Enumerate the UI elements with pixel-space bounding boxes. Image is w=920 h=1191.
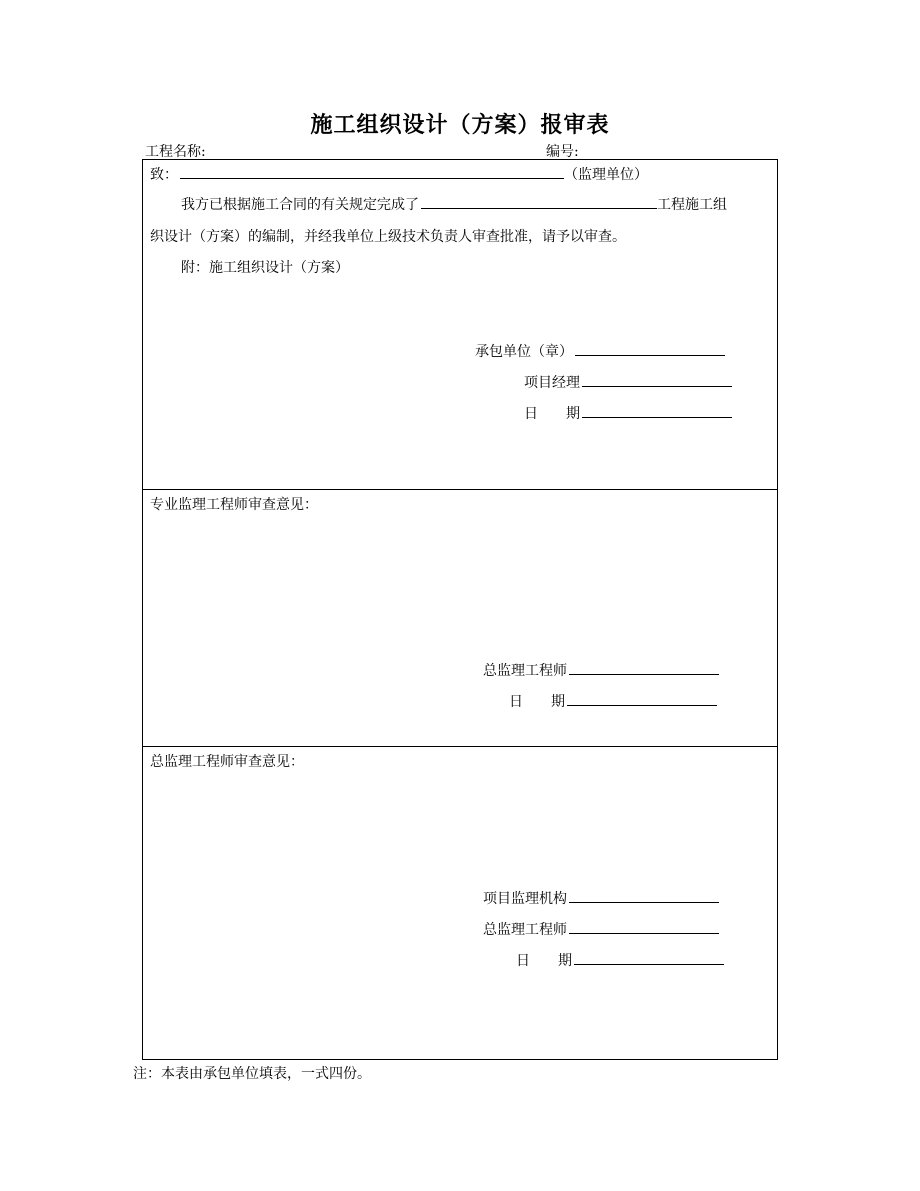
chief-engineer-label: 总监理工程师 [483,922,567,938]
chief-date-field[interactable] [574,950,724,965]
project-manager-line [524,372,732,392]
chief-review-section [143,746,777,1059]
specialist-chief-engineer-line [483,660,719,680]
specialist-date-line [509,691,717,711]
contractor-field[interactable] [575,341,725,356]
project-manager-field[interactable] [582,372,732,387]
specialist-chief-engineer-field[interactable] [569,660,719,675]
submission-section [143,160,777,489]
page-title: 施工组织设计（方案）报审表 [310,112,610,138]
to-label: 致： [150,167,178,183]
submission-date-field[interactable] [582,403,732,418]
contractor-line [475,341,725,361]
project-manager-label: 项目经理 [524,375,580,391]
specialist-review-section [143,489,777,746]
supervision-unit-field[interactable] [180,164,564,179]
specialist-review-heading: 专业监理工程师审查意见： [150,497,318,513]
specialist-chief-engineer-label: 总监理工程师 [483,663,567,679]
chief-date-line [516,950,724,970]
supervision-org-line [483,888,719,908]
footer-note: 注：本表由承包单位填表，一式四份。 [133,1066,371,1082]
project-name-label: 工程名称: [145,144,206,160]
chief-engineer-line [483,919,719,939]
approval-form-table [142,159,778,1060]
attachment-line: 附：施工组织设计（方案） [181,260,349,276]
chief-review-heading: 总监理工程师审查意见： [150,754,304,770]
chief-date-label: 日 期 [516,953,572,969]
project-field[interactable] [421,194,657,209]
specialist-date-field[interactable] [567,691,717,706]
body-line-1 [181,194,727,214]
supervision-org-label: 项目监理机构 [483,891,567,907]
specialist-date-label: 日 期 [509,694,565,710]
serial-number-label: 编号: [546,144,579,160]
submission-date-line [524,403,732,423]
body-line-1-suffix: 工程施工组 [657,197,727,213]
contractor-label: 承包单位（章） [475,344,573,360]
supervision-org-field[interactable] [569,888,719,903]
submission-date-label: 日 期 [524,406,580,422]
to-line [150,164,648,184]
to-suffix: （监理单位） [564,167,648,183]
chief-engineer-field[interactable] [569,919,719,934]
body-line-2: 织设计（方案）的编制，并经我单位上级技术负责人审查批准，请予以审查。 [150,229,626,245]
body-line-1-prefix: 我方已根据施工合同的有关规定完成了 [181,197,419,213]
